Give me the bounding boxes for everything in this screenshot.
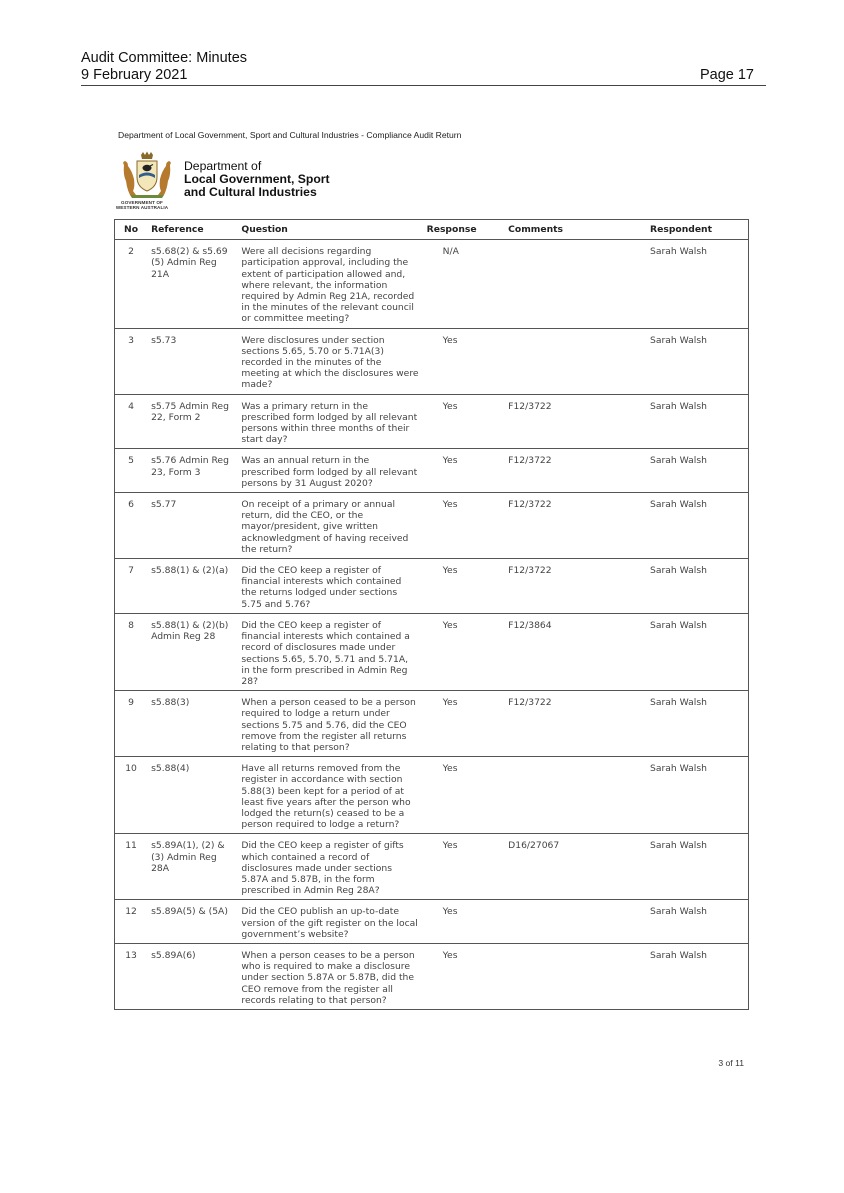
cell-reference: s5.75 Admin Reg 22, Form 2 xyxy=(147,394,237,449)
cell-comments xyxy=(504,900,620,944)
cell-no: 10 xyxy=(115,757,148,834)
cell-question: Did the CEO keep a register of financial interests which contained the returns lodged under sections 5.75 and 5.76? xyxy=(237,559,422,614)
cell-question: When a person ceased to be a person required to lodge a return under sections 5.75 and 5.76, did the CEO remove from the register all returns relating to that person? xyxy=(237,691,422,757)
cell-no: 5 xyxy=(115,449,148,493)
col-response-header: Response xyxy=(423,220,505,240)
cell-response: Yes xyxy=(423,691,505,757)
cell-respondent: Sarah Walsh xyxy=(620,613,748,690)
cell-reference: s5.88(1) & (2)(b) Admin Reg 28 xyxy=(147,613,237,690)
cell-comments: F12/3864 xyxy=(504,613,620,690)
cell-respondent: Sarah Walsh xyxy=(620,834,748,900)
table-row xyxy=(115,559,749,614)
cell-respondent: Sarah Walsh xyxy=(620,394,748,449)
header-divider xyxy=(81,85,766,86)
cell-question: On receipt of a primary or annual return, did the CEO, or the mayor/president, give written acknowledgment of having received the return? xyxy=(237,493,422,559)
page-number: Page 17 xyxy=(699,67,754,83)
cell-question: Was an annual return in the prescribed form lodged by all relevant persons by 31 August 2020? xyxy=(237,449,422,493)
table-row xyxy=(115,834,749,900)
table-row xyxy=(115,449,749,493)
cell-reference: s5.88(3) xyxy=(147,691,237,757)
compliance-audit-table xyxy=(114,219,749,1010)
table-row xyxy=(115,613,749,690)
table-header-row xyxy=(115,220,749,240)
cell-question: Were disclosures under section sections 5.65, 5.70 or 5.71A(3) recorded in the minutes of the meeting at which the disclosures were made? xyxy=(237,328,422,394)
cell-comments xyxy=(504,240,620,328)
cell-response: Yes xyxy=(423,328,505,394)
cell-reference: s5.89A(5) & (5A) xyxy=(147,900,237,944)
cell-respondent: Sarah Walsh xyxy=(620,240,748,328)
cell-comments: F12/3722 xyxy=(504,691,620,757)
department-name: Department of Local Government, Sport and Cultural Industries xyxy=(184,159,330,199)
form-subtitle: Department of Local Government, Sport and Cultural Industries - Compliance Audit Return xyxy=(118,130,462,140)
cell-question: Were all decisions regarding participation approval, including the extent of participation allowed and, where relevant, the information required by Admin Reg 21A, recorded in the minutes of the relevant council or committee meeting? xyxy=(237,240,422,328)
cell-no: 9 xyxy=(115,691,148,757)
col-comments-header: Comments xyxy=(504,220,620,240)
cell-response: Yes xyxy=(423,394,505,449)
cell-respondent: Sarah Walsh xyxy=(620,900,748,944)
cell-question: Did the CEO keep a register of financial interests which contained a record of disclosures made under sections 5.65, 5.70, 5.71 and 5.71A, in the form prescribed in Admin Reg 28? xyxy=(237,613,422,690)
cell-question: When a person ceases to be a person who is required to make a disclosure under section 5.87A or 5.87B, did the CEO remove from the register all records relating to that person? xyxy=(237,943,422,1009)
table-row xyxy=(115,691,749,757)
cell-reference: s5.76 Admin Reg 23, Form 3 xyxy=(147,449,237,493)
document-title: Audit Committee: Minutes xyxy=(81,50,248,66)
cell-comments: F12/3722 xyxy=(504,559,620,614)
cell-no: 3 xyxy=(115,328,148,394)
cell-response: Yes xyxy=(423,559,505,614)
document-date: 9 February 2021 xyxy=(81,67,188,83)
cell-respondent: Sarah Walsh xyxy=(620,449,748,493)
cell-question: Have all returns removed from the register in accordance with section 5.88(3) been kept for a period of at least five years after the person who lodged the return(s) ceased to be a person required to lodge a return? xyxy=(237,757,422,834)
cell-reference: s5.88(1) & (2)(a) xyxy=(147,559,237,614)
cell-response: Yes xyxy=(423,613,505,690)
cell-no: 11 xyxy=(115,834,148,900)
table-row xyxy=(115,328,749,394)
cell-question: Was a primary return in the prescribed form lodged by all relevant persons within three months of their start day? xyxy=(237,394,422,449)
cell-no: 8 xyxy=(115,613,148,690)
cell-respondent: Sarah Walsh xyxy=(620,757,748,834)
table-row xyxy=(115,493,749,559)
cell-respondent: Sarah Walsh xyxy=(620,493,748,559)
cell-response: Yes xyxy=(423,834,505,900)
cell-reference: s5.88(4) xyxy=(147,757,237,834)
cell-response: Yes xyxy=(423,449,505,493)
cell-comments: D16/27067 xyxy=(504,834,620,900)
cell-reference: s5.77 xyxy=(147,493,237,559)
government-caption: GOVERNMENT OF WESTERN AUSTRALIA xyxy=(115,200,169,211)
cell-response: Yes xyxy=(423,757,505,834)
cell-response: N/A xyxy=(423,240,505,328)
cell-respondent: Sarah Walsh xyxy=(620,559,748,614)
cell-respondent: Sarah Walsh xyxy=(620,328,748,394)
cell-response: Yes xyxy=(423,900,505,944)
cell-comments: F12/3722 xyxy=(504,449,620,493)
cell-response: Yes xyxy=(423,943,505,1009)
cell-comments xyxy=(504,328,620,394)
cell-comments xyxy=(504,943,620,1009)
cell-no: 7 xyxy=(115,559,148,614)
col-respondent-header: Respondent xyxy=(620,220,748,240)
cell-comments xyxy=(504,757,620,834)
cell-reference: s5.73 xyxy=(147,328,237,394)
cell-no: 6 xyxy=(115,493,148,559)
cell-no: 4 xyxy=(115,394,148,449)
cell-comments: F12/3722 xyxy=(504,394,620,449)
table-row xyxy=(115,757,749,834)
cell-response: Yes xyxy=(423,493,505,559)
cell-no: 13 xyxy=(115,943,148,1009)
cell-question: Did the CEO publish an up-to-date version of the gift register on the local government’s website? xyxy=(237,900,422,944)
cell-no: 2 xyxy=(115,240,148,328)
col-no-header: No xyxy=(115,220,148,240)
cell-respondent: Sarah Walsh xyxy=(620,943,748,1009)
cell-respondent: Sarah Walsh xyxy=(620,691,748,757)
cell-reference: s5.89A(1), (2) & (3) Admin Reg 28A xyxy=(147,834,237,900)
cell-comments: F12/3722 xyxy=(504,493,620,559)
cell-reference: s5.68(2) & s5.69 (5) Admin Reg 21A xyxy=(147,240,237,328)
table-row xyxy=(115,900,749,944)
cell-question: Did the CEO keep a register of gifts which contained a record of disclosures made under sections 5.87A and 5.87B, in the form prescribed in Admin Reg 28A? xyxy=(237,834,422,900)
col-reference-header: Reference xyxy=(147,220,237,240)
table-row xyxy=(115,394,749,449)
cell-reference: s5.89A(6) xyxy=(147,943,237,1009)
col-question-header: Question xyxy=(237,220,422,240)
page-of-indicator: 3 of 11 xyxy=(718,1058,744,1068)
table-row xyxy=(115,943,749,1009)
table-row xyxy=(115,240,749,328)
cell-no: 12 xyxy=(115,900,148,944)
